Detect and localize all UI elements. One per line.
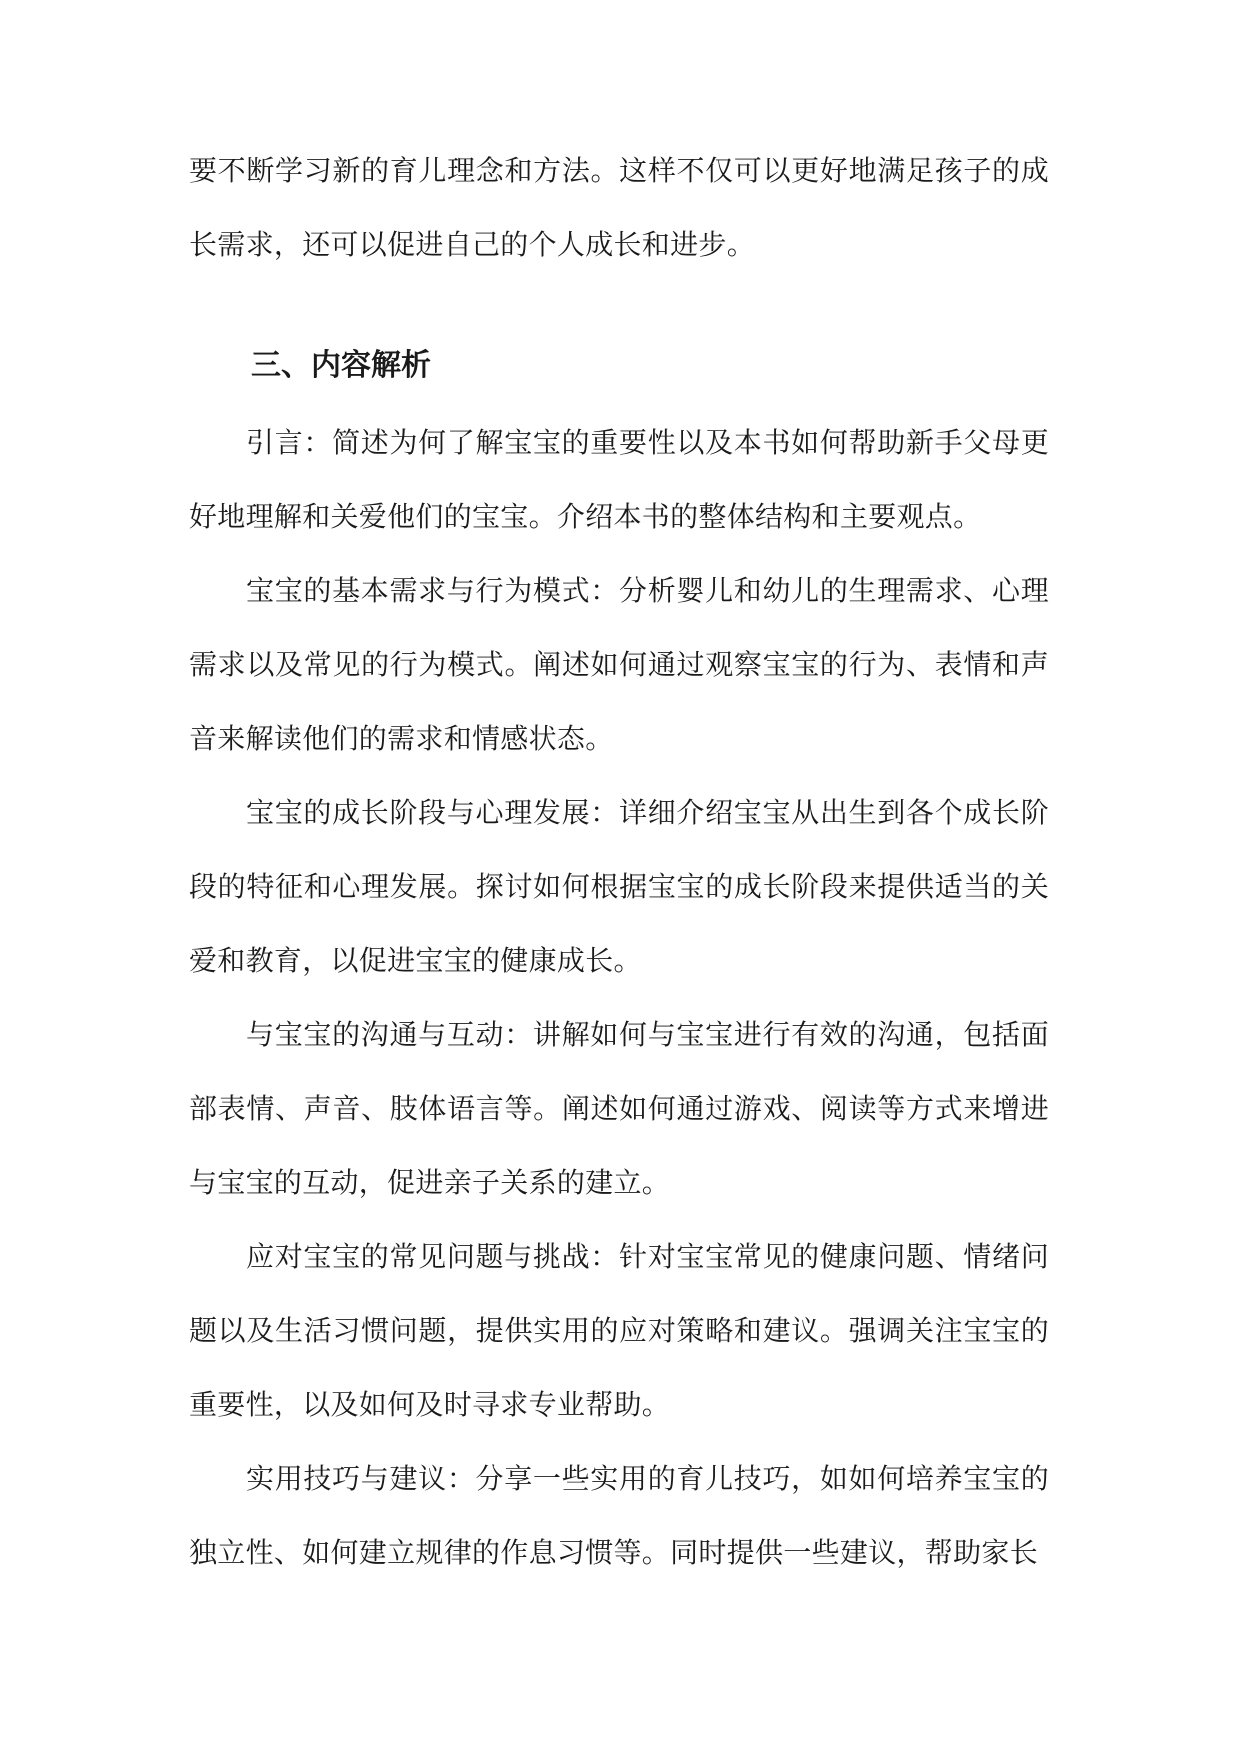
continuation-paragraph: 要不断学习新的育儿理念和方法。这样不仅可以更好地满足孩子的成长需求，还可以促进自己的个人成长和进步。 bbox=[189, 154, 1049, 261]
paragraph-common-problems: 应对宝宝的常见问题与挑战：针对宝宝常见的健康问题、情绪问题以及生活习惯问题，提供实用的应对策略和建议。强调关注宝宝的重要性，以及如何及时寻求专业帮助。 bbox=[189, 1240, 1049, 1421]
document-body bbox=[189, 134, 1049, 1590]
paragraph-introduction: 引言：简述为何了解宝宝的重要性以及本书如何帮助新手父母更好地理解和关爱他们的宝宝。介绍本书的整体结构和主要观点。 bbox=[189, 426, 1049, 533]
section-heading: 三、内容解析 bbox=[251, 348, 431, 383]
paragraph-basic-needs: 宝宝的基本需求与行为模式：分析婴儿和幼儿的生理需求、心理需求以及常见的行为模式。阐述如何通过观察宝宝的行为、表情和声音来解读他们的需求和情感状态。 bbox=[189, 574, 1049, 755]
paragraph-growth-stages: 宝宝的成长阶段与心理发展：详细介绍宝宝从出生到各个成长阶段的特征和心理发展。探讨如何根据宝宝的成长阶段来提供适当的关爱和教育，以促进宝宝的健康成长。 bbox=[189, 796, 1049, 977]
paragraph-communication: 与宝宝的沟通与互动：讲解如何与宝宝进行有效的沟通，包括面部表情、声音、肢体语言等。阐述如何通过游戏、阅读等方式来增进与宝宝的互动，促进亲子关系的建立。 bbox=[189, 1018, 1049, 1199]
paragraph-practical-tips: 实用技巧与建议：分享一些实用的育儿技巧，如如何培养宝宝的独立性、如何建立规律的作息习惯等。同时提供一些建议，帮助家长 bbox=[189, 1462, 1049, 1569]
